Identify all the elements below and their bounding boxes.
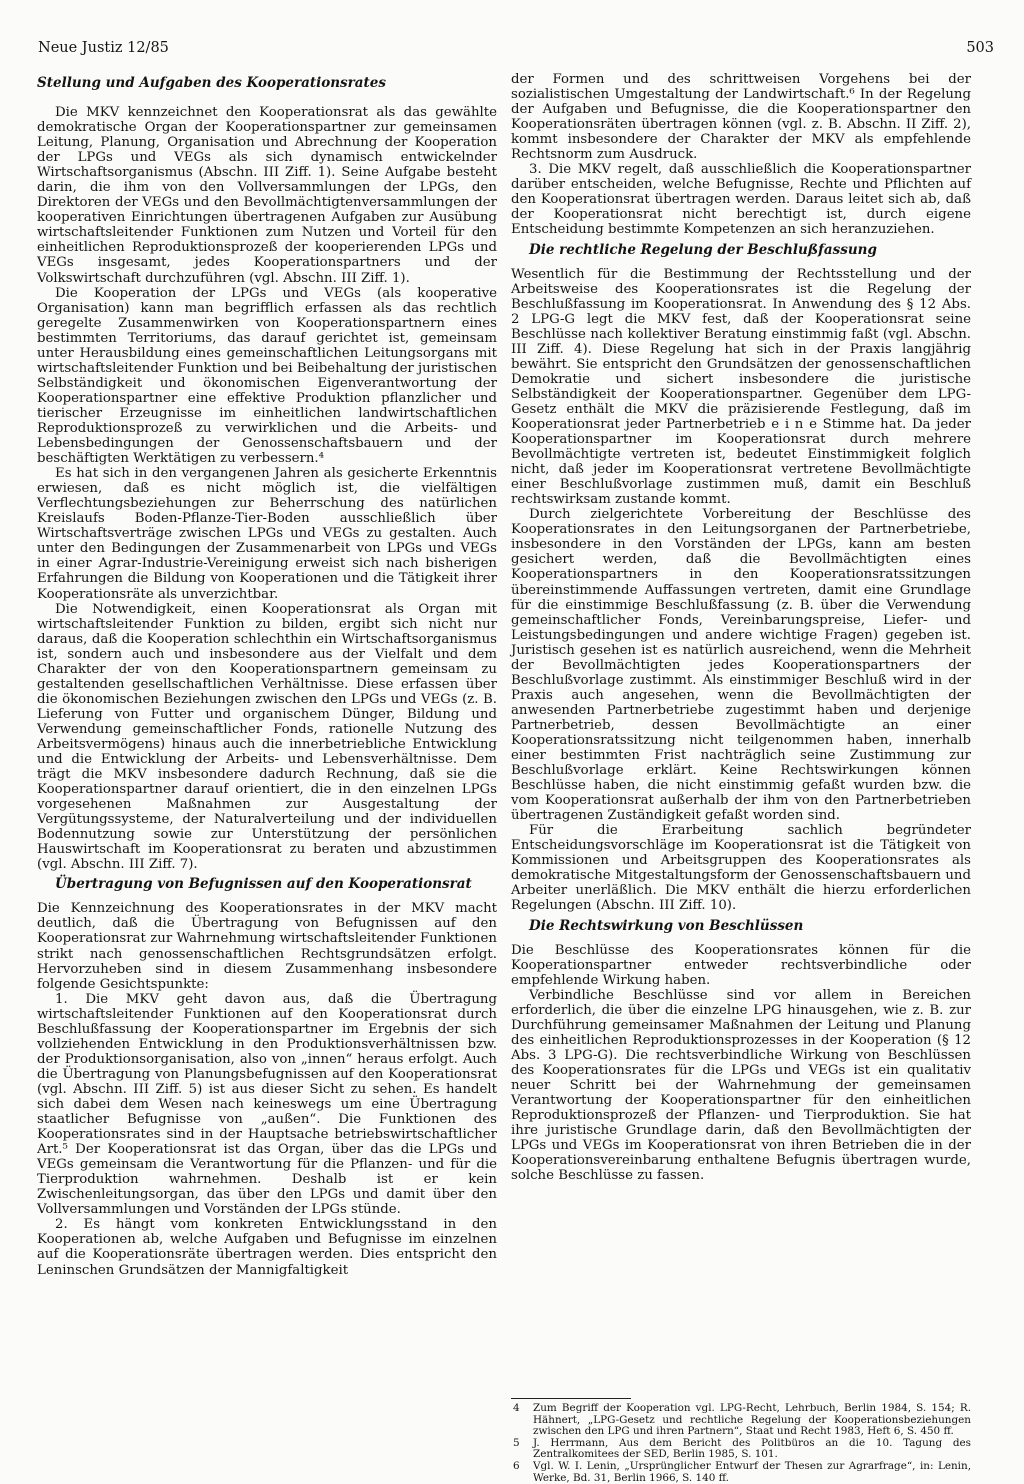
footnote-text: J. Herrmann, Aus dem Bericht des Politbüros an die 10. Tagung des Zentralkomitees der SED, Berlin 1985, S. 101. xyxy=(533,1436,971,1461)
section-heading-uebertragung: Übertragung von Befugnissen auf den Kooperationsrat xyxy=(55,876,472,893)
section-heading-stellung: Stellung und Aufgaben des Kooperationsrates xyxy=(37,75,386,91)
section-heading-rechtswirkung: Die Rechtswirkung von Beschlüssen xyxy=(529,917,804,934)
paragraph: Verbindliche Beschlüsse sind vor allem in Bereichen erforderlich, die über die einzelne LPG hinausgehen, wie z. B. zur Durchführung gemeinsamer Maßnahmen der Leitung und Planung des einheitlichen Reproduktionsprozesses in der Kooperation (§ 12 Abs. 3 LPG-G). Die rechtsverbindliche Wirkung von Beschlüssen des Kooperationsrates für die LPGs und VEGs ist ein qualitativ neuer Schritt bei der Wahrnehmung der gemeinsamen Verantwortung der Kooperationspartner für den einheitlichen Reproduktionsprozeß der Pflanzen- und Tierproduktion. Sie hat ihre juristische Grundlage darin, daß den Bevollmächtigten der LPGs und VEGs im Kooperationsrat von ihren Betrieben die in der Kooperationsvereinbarung enthaltene Befugnis übertragen wurde, solche Beschlüsse zu fassen. xyxy=(511,987,971,1184)
section-heading-beschlussfassung: Die rechtliche Regelung der Beschlußfassung xyxy=(529,241,877,258)
footnote-text: Vgl. W. I. Lenin, „Ursprünglicher Entwurf der Thesen zur Agrarfrage“, in: Lenin, Werke, Bd. 31, Berlin 1966, S. 140 ff. xyxy=(533,1459,971,1484)
footnote-number: 4 xyxy=(513,1402,520,1414)
footnote xyxy=(511,1403,971,1438)
paragraph: Die Kooperation der LPGs und VEGs (als kooperative Organisation) kann man begrifflich erfassen als das rechtlich geregelte Zusammenwirken von Kooperationspartnern eines bestimmten Territoriums, das darauf gerichtet ist, gemeinsam unter Herausbildung eines gemeinschaftlichen Leitungsorgans mit wirtschaftsleitender Funktion und bei Beibehaltung der juristischen Selbständigkeit und ökonomischen Eigenverantwortung der Kooperationspartner eine effektive Produktion pflanzlicher und tierischer Erzeugnisse im einheitlichen landwirtschaftlichen Reproduktionsprozeß zu verwirklichen und die Arbeits- und Lebensbedingungen der Genossenschaftsbauern und der beschäftigten Werktätigen zu verbessern.⁴ xyxy=(37,285,498,467)
paragraph: der Formen und des schrittweisen Vorgehens bei der sozialistischen Umgestaltung der Landwirtschaft.⁶ In der Regelung der Aufgaben und Befugnisse, die die Kooperationspartner den Kooperationsräten übertragen können (vgl. z. B. Abschn. II Ziff. 2), kommt insbesondere der Charakter der MKV als empfehlende Rechtsnorm zum Ausdruck. xyxy=(511,72,971,163)
paragraph: Die Beschlüsse des Kooperationsrates können für die Kooperationspartner entweder rechtsverbindliche oder empfehlende Wirkung haben. xyxy=(511,942,971,988)
paragraph: Für die Erarbeitung sachlich begründeter Entscheidungsvorschläge im Kooperationsrat ist die Tätigkeit von Kommissionen und Arbeitsgruppen des Kooperationsrates als demokratische Mitgestaltungsform der Genossenschaftsbauern und Arbeiter unerläßlich. Die MKV enthält die hierzu erforderlichen Regelungen (Abschn. III Ziff. 10). xyxy=(511,823,971,914)
footnote-text: Zum Begriff der Kooperation vgl. LPG-Recht, Lehrbuch, Berlin 1984, S. 154; R. Hähnert, „LPG-Gesetz und rechtliche Regelung der Kooperationsbeziehungen zwischen den LPG und ihren Partnern“, Staat und Recht 1983, Heft 6, S. 450 ff. xyxy=(533,1402,971,1438)
footnote xyxy=(511,1461,971,1484)
paragraph: Durch zielgerichtete Vorbereitung der Beschlüsse des Kooperationsrates in den Leitungsorganen der Partnerbetriebe, insbesondere in den Vorständen der LPGs, kann am besten gesichert werden, daß die Bevollmächtigten eines Kooperationspartners in den Kooperationsratssitzungen übereinstimmende Auffassungen vertreten, damit eine Grundlage für die einstimmige Beschlußfassung (z. B. über die Verwendung gemeinschaftlicher Fonds, Vereinbarungspreise, Liefer- und Leistungsbedingungen und andere wichtige Fragen) gegeben ist. Juristisch gesehen ist es natürlich ausreichend, wenn die Mehrheit der Bevollmächtigten jedes Kooperationspartners der Beschlußvorlage zustimmt. Als einstimmiger Beschluß wird in der Praxis auch angesehen, wenn die Bevollmächtigten der anwesenden Partnerbetriebe zugestimmt haben und derjenige Partnerbetrieb, dessen Bevollmächtigte an einer Kooperationsratssitzung nicht teilgenommen haben, innerhalb einer bestimmten Frist nachträglich seine Zustimmung zur Beschlußvorlage erklärt. Keine Rechtswirkungen können Beschlüsse haben, die nicht einstimmig gefaßt wurden bzw. die vom Kooperationsrat außerhalb der ihm von den Partnerbetrieben übertragenen Zuständigkeit gefaßt worden sind. xyxy=(511,507,971,824)
footnote-divider xyxy=(511,1398,631,1399)
page-header xyxy=(38,40,994,60)
paragraph: 3. Die MKV regelt, daß ausschließlich die Kooperationspartner darüber entscheiden, welche Befugnisse, Rechte und Pflichten auf den Kooperationsrat übertragen werden. Daraus leitet sich ab, daß der Kooperationsrat nicht berechtigt ist, durch eigene Entscheidung bestimmte Kompetenzen an sich heranzuziehen. xyxy=(511,162,971,238)
page-number: 503 xyxy=(966,40,994,56)
right-column xyxy=(511,72,971,1183)
paragraph: Die Kennzeichnung des Kooperationsrates in der MKV macht deutlich, daß die Übertragung von Befugnissen auf den Kooperationsrat zur Wahrnehmung wirtschaftsleitender Funktionen strikt nach genossenschaftlichen Rechtsgrundsätzen erfolgt. Hervorzuheben sind in diesem Zusammenhang insbesondere folgende Gesichtspunkte: xyxy=(37,901,497,992)
paragraph: Die MKV kennzeichnet den Kooperationsrat als das gewählte demokratische Organ der Kooperationspartner zur gemeinsamen Leitung, Planung, Organisation und Abrechnung der Kooperation der LPGs und VEGs als sich dynamisch entwickelnder Wirtschaftsorganismus (Abschn. III Ziff. 1). Seine Aufgabe besteht darin, die ihm von den Vollversammlungen der LPGs, den Direktoren der VEGs und den Bevollmächtigtenversammlungen der kooperativen Einrichtungen übertragenen Aufgaben zur Ausübung wirtschaftsleitender Funktionen zum Nutzen und Vorteil für den einheitlichen Reproduktionsprozeß der kooperierenden LPGs und VEGs insgesamt, jedes Kooperationspartners und der Volkswirtschaft durchzuführen (vgl. Abschn. III Ziff. 1). xyxy=(37,105,497,286)
journal-title: Neue Justiz 12/85 xyxy=(38,40,169,56)
paragraph: 1. Die MKV geht davon aus, daß die Übertragung wirtschaftsleitender Funktionen auf den Kooperationsrat durch Beschlußfassung der Kooperationspartner im Ergebnis der sich vollziehenden Entwicklung in den Produktionsverhältnissen bzw. der Produktionsorganisation, also von „innen“ heraus erfolgt. Auch die Übertragung von Planungsbefugnissen auf den Kooperationsrat (vgl. Abschn. III Ziff. 5) ist aus dieser Sicht zu sehen. Es handelt sich dabei dem Wesen nach keineswegs um eine Übertragung staatlicher Befugnisse von „außen“. Die Funktionen des Kooperationsrates sind in der Hauptsache betriebswirtschaftlicher Art.⁵ Der Kooperationsrat ist das Organ, über das die LPGs und VEGs gemeinsam die Verantwortung für die Pflanzen- und für die Tierproduktion wahrnehmen. Deshalb ist er kein Zwischenleitungsorgan, das über den LPGs und damit über den Vollversammlungen und Vorständen der LPGs stünde. xyxy=(37,991,497,1218)
footnotes xyxy=(511,1403,971,1484)
left-column xyxy=(37,72,497,1278)
footnote-number: 5 xyxy=(513,1436,520,1449)
paragraph: Wesentlich für die Bestimmung der Rechtsstellung und der Arbeitsweise des Kooperationsrates ist die Regelung der Beschlußfassung im Kooperationsrat. In Anwendung des § 12 Abs. 2 LPG-G legt die MKV fest, daß der Kooperationsrat seine Beschlüsse nach kollektiver Beratung einstimmig faßt (vgl. Abschn. III Ziff. 4). Diese Regelung hat sich in der Praxis langjährig bewährt. Sie entspricht den Grundsätzen der genossenschaftlichen Demokratie und sichert insbesondere die juristische Selbständigkeit der Kooperationspartner. Gegenüber dem LPG-Gesetz enthält die MKV die präzisierende Festlegung, daß im Kooperationsrat jeder Partnerbetrieb e i n e Stimme hat. Da jeder Kooperationspartner im Kooperationsrat durch mehrere Bevollmächtigte vertreten ist, bedeutet Einstimmigkeit folglich nicht, daß jeder im Kooperationsrat vertretene Bevollmächtigte einer Beschlußvorlage zustimmen muß, damit ein Beschluß rechtswirksam zustande kommt. xyxy=(511,266,971,508)
paragraph: Die Notwendigkeit, einen Kooperationsrat als Organ mit wirtschaftsleitender Funktion zu bilden, ergibt sich nicht nur daraus, daß die Kooperation schlechthin ein Wirtschaftsorganismus ist, sondern auch und insbesondere aus der Vielfalt und dem Charakter der von den Kooperationspartnern gemeinsam zu gestaltenden gesellschaftlichen Verhältnisse. Diese erfassen über die ökonomischen Beziehungen zwischen den LPGs und VEGs (z. B. Lieferung von Futter und organischem Dünger, Bildung und Verwendung gemeinschaftlicher Fonds, rationelle Nutzung des Arbeitsvermögens) hinaus auch die innerbetriebliche Entwicklung und die Entwicklung der Arbeits- und Lebensverhältnisse. Dem trägt die MKV insbesondere dadurch Rechnung, daß sie die Kooperationspartner darauf orientiert, die in den einzelnen LPGs vorgesehenen Maßnahmen zur Ausgestaltung der Vergütungssysteme, der Naturalverteilung und der individuellen Bodennutzung sowie zur Unterstützung der persönlichen Hauswirtschaft im Kooperationsrat zu beraten und abzustimmen (vgl. Abschn. III Ziff. 7). xyxy=(37,601,497,873)
footnote-number: 6 xyxy=(513,1459,520,1472)
footnote xyxy=(511,1438,971,1461)
paragraph: 2. Es hängt vom konkreten Entwicklungsstand in den Kooperationen ab, welche Aufgaben und Befugnisse im einzelnen auf die Kooperationsräte übertragen werden. Dies entspricht den Leninschen Grundsätzen der Mannigfaltigkeit xyxy=(37,1217,497,1278)
paragraph: Es hat sich in den vergangenen Jahren als gesicherte Erkenntnis erwiesen, daß es nicht möglich ist, die vielfältigen Verflechtungsbeziehungen zur Beherrschung des natürlichen Kreislaufs Boden-Pflanze-Tier-Boden ausschließlich über Wirtschaftsverträge zwischen LPGs und VEGs zu gestalten. Auch unter den Bedingungen der Zusammenarbeit von LPGs und VEGs in einer Agrar-Industrie-Vereinigung erweist sich nach bisherigen Erfahrungen die Bildung von Kooperationen und die Tätigkeit ihrer Kooperationsräte als unverzichtbar. xyxy=(37,466,497,602)
